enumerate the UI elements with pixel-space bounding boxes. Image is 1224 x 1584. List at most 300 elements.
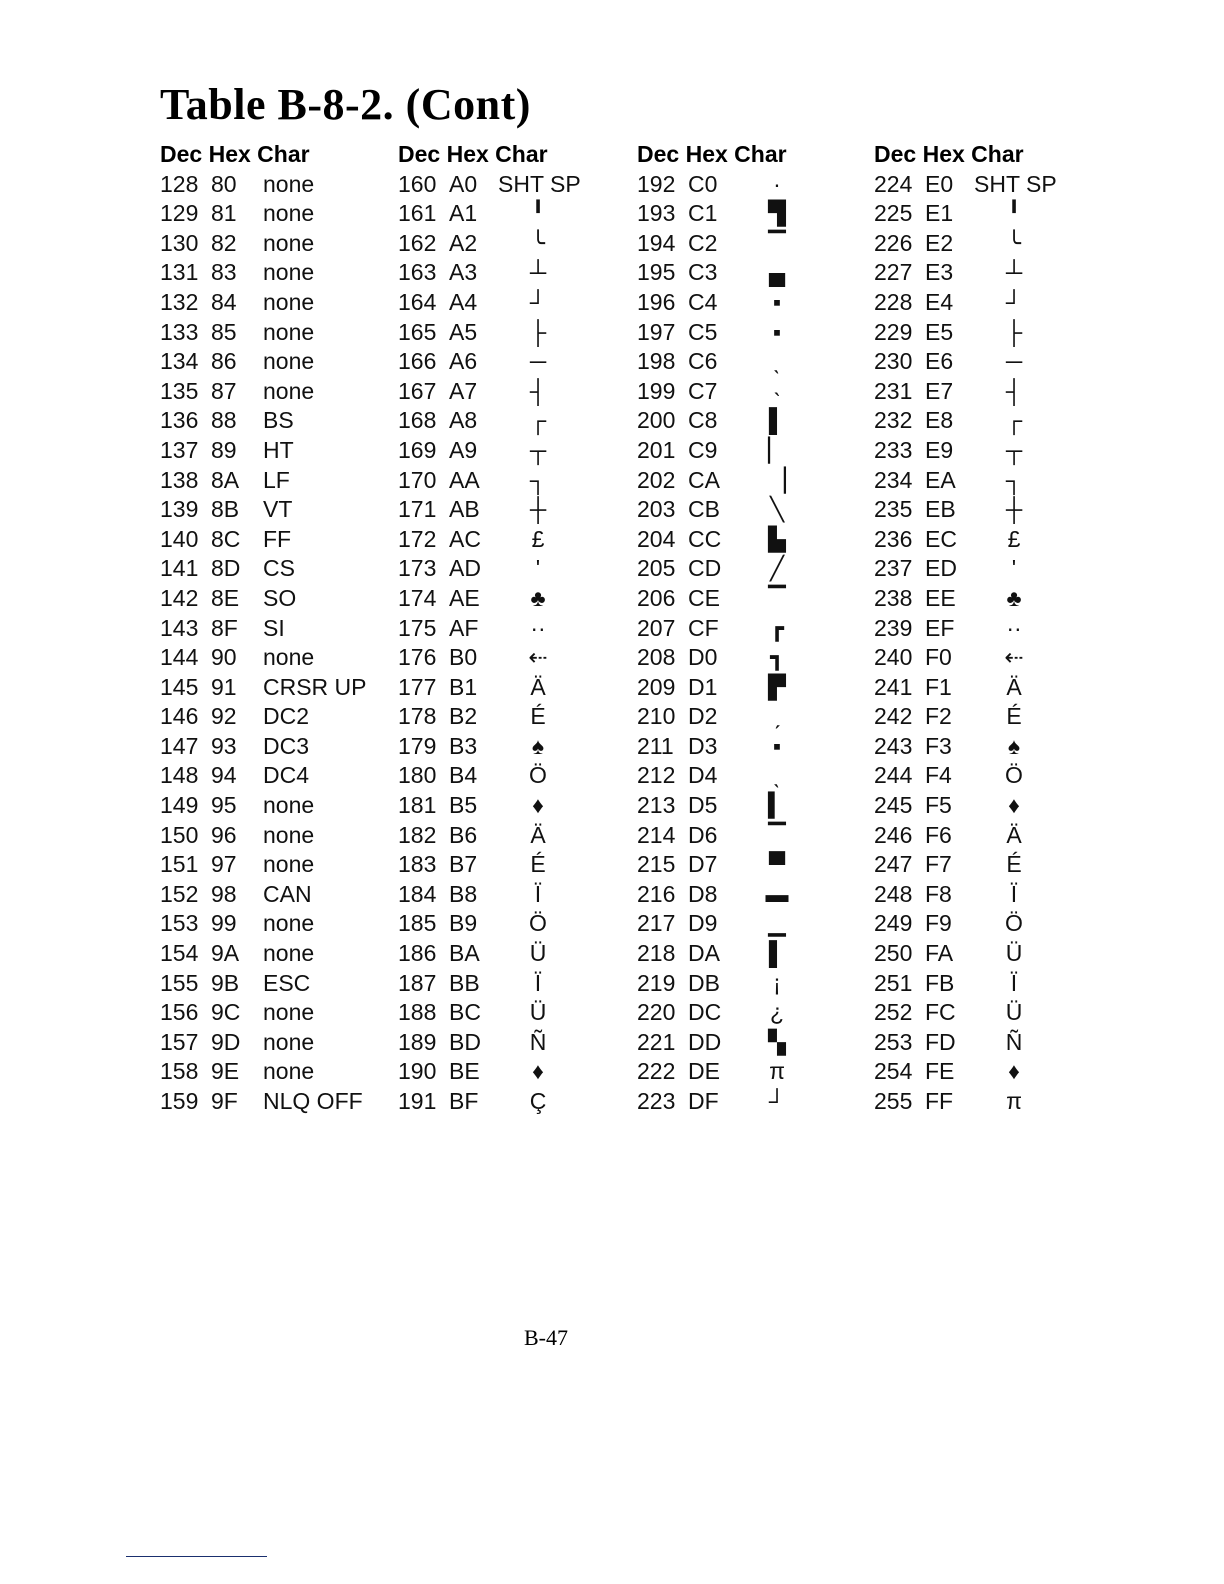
cell-dec: 128 <box>160 170 199 197</box>
table-row <box>398 821 634 851</box>
cell-hex: C3 <box>688 259 718 286</box>
cell-dec: 225 <box>874 200 913 227</box>
cell-hex: B3 <box>449 732 478 759</box>
cell-dec: 132 <box>160 288 199 315</box>
cell-char: ▙ <box>768 525 786 552</box>
table-row <box>637 436 873 466</box>
cell-hex: A4 <box>449 288 478 315</box>
table-row <box>637 1087 873 1117</box>
cell-hex: A1 <box>449 200 478 227</box>
table-row <box>160 229 396 259</box>
cell-hex: 8D <box>211 555 241 582</box>
cell-char: ¿ <box>769 999 785 1026</box>
column-header: Dec Hex Char <box>398 141 548 167</box>
cell-dec: 227 <box>874 259 913 286</box>
cell-hex: F8 <box>925 880 952 907</box>
cell-dec: 148 <box>160 762 199 789</box>
cell-char: FF <box>263 525 292 552</box>
cell-hex: F4 <box>925 762 952 789</box>
cell-hex: F6 <box>925 821 952 848</box>
cell-hex: 9D <box>211 1028 241 1055</box>
cell-hex: D9 <box>688 910 718 937</box>
cell-char: ·· <box>530 614 546 641</box>
table-row <box>160 969 396 999</box>
cell-char: É <box>1006 703 1022 730</box>
table-row <box>874 229 1110 259</box>
cell-char: ˎ <box>773 762 781 789</box>
cell-dec: 154 <box>160 940 199 967</box>
table-row <box>874 643 1110 673</box>
cell-hex: A0 <box>449 170 478 197</box>
cell-dec: 201 <box>637 436 676 463</box>
cell-dec: 252 <box>874 999 913 1026</box>
cell-hex: B8 <box>449 880 478 907</box>
cell-char: ¡ <box>773 969 781 996</box>
cell-hex: C2 <box>688 229 718 256</box>
table-row <box>160 850 396 880</box>
cell-char: ▄ <box>768 259 786 286</box>
table-row <box>398 1057 634 1087</box>
cell-char: VT <box>263 496 293 523</box>
table-row <box>160 318 396 348</box>
cell-hex: B2 <box>449 703 478 730</box>
cell-hex: AE <box>449 584 480 611</box>
cell-char: ╹ <box>531 200 545 227</box>
table-row <box>874 673 1110 703</box>
cell-dec: 172 <box>398 525 437 552</box>
page-number: B-47 <box>524 1325 568 1350</box>
cell-dec: 208 <box>637 644 676 671</box>
cell-dec: 177 <box>398 673 437 700</box>
table-row <box>160 525 396 555</box>
cell-hex: AB <box>449 496 480 523</box>
cell-char: ·· <box>1006 614 1022 641</box>
cell-char: ┼ <box>529 496 547 523</box>
cell-dec: 142 <box>160 584 199 611</box>
cell-hex: FA <box>925 940 954 967</box>
column-header: Dec Hex Char <box>637 141 787 167</box>
table-row <box>160 702 396 732</box>
cell-dec: 214 <box>637 821 676 848</box>
table-row <box>874 199 1110 229</box>
cell-hex: E5 <box>925 318 954 345</box>
cell-hex: A3 <box>449 259 478 286</box>
table-row <box>398 377 634 407</box>
cell-char: ' <box>1011 555 1017 582</box>
table-row <box>398 466 634 496</box>
cell-dec: 163 <box>398 259 437 286</box>
cell-dec: 231 <box>874 377 913 404</box>
cell-hex: 98 <box>211 880 237 907</box>
cell-char: £ <box>1007 525 1021 552</box>
table-row <box>874 318 1110 348</box>
cell-char: ▏ <box>768 436 786 463</box>
cell-char: É <box>1006 851 1022 878</box>
table-row <box>637 614 873 644</box>
cell-dec: 137 <box>160 436 199 463</box>
table-row <box>874 406 1110 436</box>
cell-dec: 238 <box>874 584 913 611</box>
cell-char: ┏ <box>770 614 784 641</box>
table-row <box>398 791 634 821</box>
cell-hex: EF <box>925 614 955 641</box>
cell-dec: 184 <box>398 880 437 907</box>
cell-dec: 158 <box>160 1058 199 1085</box>
cell-dec: 145 <box>160 673 199 700</box>
table-row <box>160 880 396 910</box>
cell-hex: 84 <box>211 288 237 315</box>
table-row <box>160 406 396 436</box>
cell-char: ♣ <box>530 584 546 611</box>
table-row <box>160 909 396 939</box>
cell-char: none <box>263 288 315 315</box>
table-row <box>398 969 634 999</box>
cell-char: ┬ <box>1005 436 1023 463</box>
cell-hex: 8A <box>211 466 240 493</box>
cell-hex: DA <box>688 940 720 967</box>
table-row <box>874 1028 1110 1058</box>
table-row <box>637 791 873 821</box>
cell-dec: 134 <box>160 348 199 375</box>
cell-dec: 144 <box>160 644 199 671</box>
cell-dec: 232 <box>874 407 913 434</box>
table-row <box>398 643 634 673</box>
cell-hex: F0 <box>925 644 952 671</box>
table-row <box>398 939 634 969</box>
cell-dec: 237 <box>874 555 913 582</box>
cell-hex: A6 <box>449 348 478 375</box>
cell-hex: CF <box>688 614 719 641</box>
table-row <box>874 347 1110 377</box>
cell-dec: 193 <box>637 200 676 227</box>
table-row <box>874 880 1110 910</box>
cell-dec: 135 <box>160 377 199 404</box>
cell-dec: 234 <box>874 466 913 493</box>
cell-dec: 159 <box>160 1088 199 1114</box>
cell-hex: 89 <box>211 436 237 463</box>
cell-dec: 246 <box>874 821 913 848</box>
cell-hex: C9 <box>688 436 718 463</box>
table-row <box>874 288 1110 318</box>
cell-hex: 8C <box>211 525 241 552</box>
table-row <box>160 377 396 407</box>
cell-hex: AC <box>449 525 481 552</box>
cell-char: ┘ <box>1005 288 1023 315</box>
cell-char: Ä <box>530 673 546 700</box>
cell-dec: 155 <box>160 969 199 996</box>
cell-char: ' <box>535 555 541 582</box>
table-row <box>160 791 396 821</box>
table-row <box>398 732 634 762</box>
cell-hex: 80 <box>211 170 237 197</box>
cell-char: Ä <box>530 821 546 848</box>
cell-char: ┐ <box>1005 466 1023 493</box>
cell-char: ╰ <box>1007 229 1021 256</box>
table-row <box>874 998 1110 1028</box>
cell-hex: AA <box>449 466 480 493</box>
cell-char: ESC <box>263 969 311 996</box>
cell-dec: 206 <box>637 584 676 611</box>
cell-dec: 215 <box>637 851 676 878</box>
cell-dec: 161 <box>398 200 437 227</box>
cell-char: £ <box>531 525 545 552</box>
cell-dec: 156 <box>160 999 199 1026</box>
table-row <box>160 436 396 466</box>
cell-char: BS <box>263 407 294 434</box>
cell-hex: FC <box>925 999 956 1026</box>
cell-char: CS <box>263 555 295 582</box>
table-row <box>160 673 396 703</box>
cell-char: ┤ <box>529 377 547 404</box>
cell-hex: D5 <box>688 792 718 819</box>
cell-dec: 210 <box>637 703 676 730</box>
cell-hex: 82 <box>211 229 237 256</box>
cell-char: ▔ <box>768 821 786 848</box>
cell-hex: DB <box>688 969 720 996</box>
cell-char: SHT SP <box>498 170 581 197</box>
cell-dec: 150 <box>160 821 199 848</box>
cell-hex: FF <box>925 1088 954 1114</box>
cell-hex: 9F <box>211 1088 238 1114</box>
cell-char: ▁ <box>768 910 786 937</box>
cell-char: Ï <box>534 969 542 996</box>
cell-dec: 203 <box>637 496 676 523</box>
cell-char: none <box>263 377 315 404</box>
table-row <box>637 1028 873 1058</box>
cell-dec: 140 <box>160 525 199 552</box>
cell-char: ─ <box>529 348 547 375</box>
cell-char: CAN <box>263 880 312 907</box>
cell-hex: BC <box>449 999 481 1026</box>
cell-char: ♦ <box>532 792 544 819</box>
cell-hex: B5 <box>449 792 478 819</box>
table-row <box>398 347 634 377</box>
table-row <box>637 1057 873 1087</box>
table-row <box>637 377 873 407</box>
cell-char: none <box>263 644 315 671</box>
cell-char: ▪ <box>772 288 782 315</box>
table-row <box>637 702 873 732</box>
cell-hex: D2 <box>688 703 718 730</box>
table-row <box>874 939 1110 969</box>
cell-hex: E0 <box>925 170 954 197</box>
table-row <box>874 584 1110 614</box>
cell-char: Ï <box>1010 969 1018 996</box>
cell-hex: 8B <box>211 496 240 523</box>
table-row <box>398 318 634 348</box>
cell-char: DC2 <box>263 703 310 730</box>
table-row <box>160 761 396 791</box>
table-row <box>637 288 873 318</box>
table-row <box>160 939 396 969</box>
cell-hex: D3 <box>688 732 718 759</box>
cell-char: ┘ <box>529 288 547 315</box>
cell-char: Ä <box>1006 821 1022 848</box>
table-row <box>398 850 634 880</box>
cell-dec: 166 <box>398 348 437 375</box>
cell-char: Ü <box>1005 940 1023 967</box>
table-row <box>637 880 873 910</box>
cell-hex: 85 <box>211 318 237 345</box>
table-row <box>874 969 1110 999</box>
cell-dec: 199 <box>637 377 676 404</box>
cell-char: Ä <box>1006 673 1022 700</box>
cell-hex: F5 <box>925 792 952 819</box>
table-column-3 <box>637 140 873 1117</box>
cell-dec: 147 <box>160 732 199 759</box>
cell-hex: 99 <box>211 910 237 937</box>
cell-dec: 180 <box>398 762 437 789</box>
cell-hex: E1 <box>925 200 954 227</box>
table-row <box>398 880 634 910</box>
cell-char: ▕ <box>768 466 786 493</box>
cell-char: Ñ <box>529 1028 547 1055</box>
cell-char: ┘ <box>768 1088 786 1114</box>
cell-char: ▀ <box>768 851 786 878</box>
table-row <box>160 199 396 229</box>
cell-hex: FD <box>925 1028 956 1055</box>
cell-dec: 236 <box>874 525 913 552</box>
cell-char: ˴ <box>773 377 781 404</box>
cell-hex: C6 <box>688 348 718 375</box>
cell-dec: 245 <box>874 792 913 819</box>
table-row <box>160 347 396 377</box>
cell-dec: 160 <box>398 170 437 197</box>
cell-char: SI <box>263 614 285 641</box>
cell-dec: 226 <box>874 229 913 256</box>
cell-hex: 8F <box>211 614 238 641</box>
table-row <box>637 909 873 939</box>
cell-dec: 248 <box>874 880 913 907</box>
cell-dec: 209 <box>637 673 676 700</box>
table-row <box>160 258 396 288</box>
table-row <box>874 614 1110 644</box>
cell-char: none <box>263 229 315 256</box>
table-row <box>637 554 873 584</box>
table-row <box>637 525 873 555</box>
cell-char: ▔ <box>768 584 786 611</box>
cell-dec: 243 <box>874 732 913 759</box>
cell-char: DC4 <box>263 762 310 789</box>
cell-dec: 174 <box>398 584 437 611</box>
cell-dec: 183 <box>398 851 437 878</box>
cell-char: none <box>263 999 315 1026</box>
cell-hex: A8 <box>449 407 478 434</box>
cell-hex: EA <box>925 466 956 493</box>
cell-char: none <box>263 1058 315 1085</box>
cell-char: ┌ <box>1005 407 1023 434</box>
cell-dec: 204 <box>637 525 676 552</box>
cell-hex: CE <box>688 584 720 611</box>
table-row <box>637 969 873 999</box>
cell-hex: 93 <box>211 732 237 759</box>
cell-dec: 188 <box>398 999 437 1026</box>
cell-hex: C4 <box>688 288 718 315</box>
cell-dec: 164 <box>398 288 437 315</box>
cell-dec: 138 <box>160 466 199 493</box>
table-row <box>398 495 634 525</box>
cell-char: ⇠ <box>1004 644 1024 671</box>
cell-dec: 153 <box>160 910 199 937</box>
cell-hex: CB <box>688 496 720 523</box>
cell-dec: 212 <box>637 762 676 789</box>
cell-dec: 211 <box>637 732 674 759</box>
cell-hex: 91 <box>211 673 237 700</box>
cell-dec: 190 <box>398 1058 437 1085</box>
cell-char: ┬ <box>529 436 547 463</box>
cell-char: ♦ <box>532 1058 544 1085</box>
cell-hex: F2 <box>925 703 952 730</box>
cell-dec: 244 <box>874 762 913 789</box>
cell-char: É <box>530 851 546 878</box>
cell-hex: 9B <box>211 969 240 996</box>
cell-hex: D4 <box>688 762 718 789</box>
table-column-2 <box>398 140 634 1117</box>
cell-dec: 218 <box>637 940 676 967</box>
column-header: Dec Hex Char <box>160 141 310 167</box>
cell-hex: AF <box>449 614 479 641</box>
table-row <box>398 229 634 259</box>
table-row <box>160 1057 396 1087</box>
cell-char: ├ <box>1005 318 1023 345</box>
cell-hex: F3 <box>925 732 952 759</box>
cell-dec: 178 <box>398 703 437 730</box>
cell-dec: 196 <box>637 288 676 315</box>
table-row <box>637 998 873 1028</box>
table-row <box>874 377 1110 407</box>
cell-dec: 241 <box>874 673 913 700</box>
cell-char: Ö <box>529 762 547 789</box>
cell-hex: EC <box>925 525 957 552</box>
cell-dec: 224 <box>874 170 913 197</box>
table-row <box>398 584 634 614</box>
table-row <box>637 199 873 229</box>
cell-hex: BD <box>449 1028 481 1055</box>
cell-hex: DC <box>688 999 722 1026</box>
table-row <box>874 1087 1110 1117</box>
cell-hex: E8 <box>925 407 954 434</box>
cell-hex: 90 <box>211 644 237 671</box>
cell-hex: DF <box>688 1088 719 1114</box>
cell-char: none <box>263 792 315 819</box>
cell-char: ▌ <box>768 407 786 434</box>
cell-dec: 186 <box>398 940 437 967</box>
cell-dec: 181 <box>398 792 437 819</box>
cell-char: HT <box>263 436 294 463</box>
table-row <box>398 554 634 584</box>
table-row <box>874 466 1110 496</box>
cell-hex: 92 <box>211 703 237 730</box>
table-column-1 <box>160 140 396 1117</box>
cell-hex: AD <box>449 555 481 582</box>
cell-hex: A2 <box>449 229 478 256</box>
cell-hex: C5 <box>688 318 718 345</box>
table-row <box>637 821 873 851</box>
table-row <box>637 258 873 288</box>
cell-dec: 200 <box>637 407 676 434</box>
cell-char: ▪ <box>772 732 782 759</box>
cell-char: · <box>773 170 781 197</box>
cell-hex: D7 <box>688 851 718 878</box>
table-row <box>874 702 1110 732</box>
table-row <box>398 525 634 555</box>
cell-hex: CA <box>688 466 720 493</box>
cell-char: ─ <box>1005 348 1023 375</box>
cell-char: ♠ <box>531 732 545 759</box>
cell-hex: 97 <box>211 851 237 878</box>
cell-hex: C7 <box>688 377 718 404</box>
table-row <box>398 761 634 791</box>
